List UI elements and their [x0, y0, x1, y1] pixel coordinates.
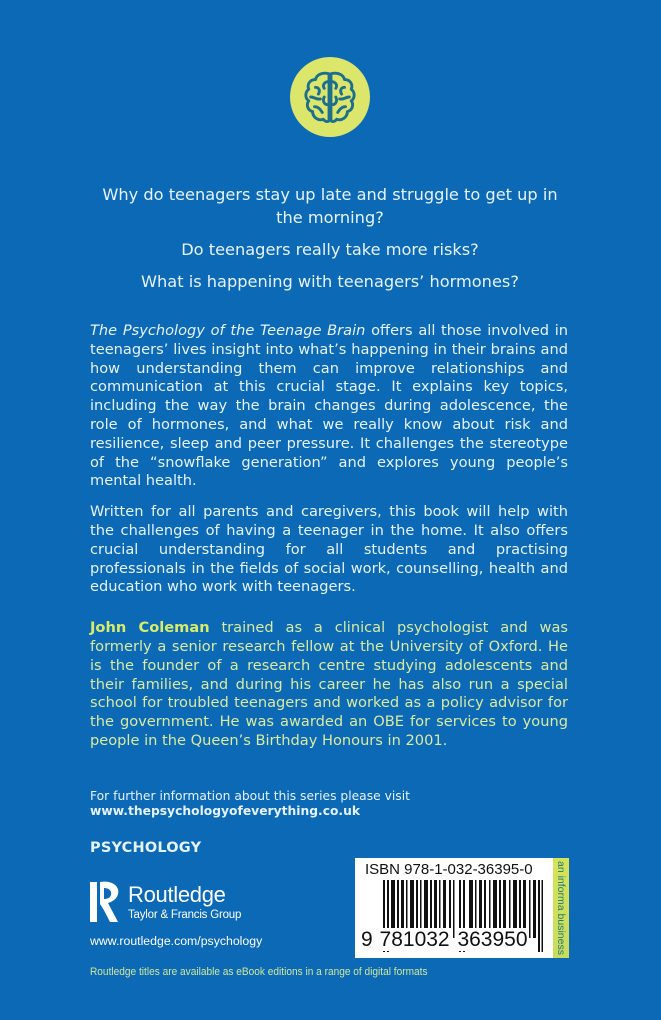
publisher-block — [90, 880, 350, 950]
publisher-url[interactable]: www.routledge.com/psychology — [90, 934, 263, 948]
question-3: What is happening with teenagers’ hormones? — [141, 272, 519, 291]
informa-strip — [553, 858, 569, 958]
barcode-digit-group-2: 363950 — [457, 928, 528, 951]
author-bio-text: trained as a clinical psychologist and was formerly a senior research fellow at the University of Oxford. He is the founder of a research centre studying adolescents and their families, and during his career he has also run a special school for troubled teenagers and worked as a policy advisor for the government. He was awarded an OBE for services to young people in the Queen’s Birthday Honours in 2001. — [90, 619, 568, 749]
book-title: The Psychology of the Teenage Brain — [90, 322, 366, 339]
description-text: offers all those involved in teenagers’ lives insight into what’s happening in their brains and how understanding them can improve relationships and communication at this crucial stage. It explains key topics, including the way the brain changes during adolescence, the role of hormones, and what we really know about risk and resilience, sleep and peer pressure. It challenges the stereotype of the “snowflake generation” and explores young people’s mental health. — [90, 322, 568, 490]
author-name: John Coleman — [90, 619, 210, 637]
brain-icon — [301, 68, 359, 126]
informa-label: an informa business — [555, 861, 567, 955]
teaser-questions — [88, 183, 572, 302]
routledge-logo-icon — [90, 880, 122, 924]
question-2: Do teenagers really take more risks? — [181, 240, 479, 259]
barcode-digits — [361, 928, 529, 952]
blurb — [90, 322, 568, 763]
isbn-label: ISBN 978-1-032-36395-0 — [365, 861, 533, 878]
series-info — [90, 789, 410, 819]
publisher-name: Routledge — [128, 882, 226, 907]
isbn-barcode — [355, 858, 569, 958]
author-bio — [90, 619, 568, 751]
description-paragraph-2: Written for all parents and caregivers, this book will help with the challenges of having a teenager in the home. It also offers crucial understanding for all students and practising professionals in the fields of social work, counselling, health and education who work with teenagers. — [90, 503, 568, 596]
series-info-text: For further information about this series please visit — [90, 789, 410, 803]
barcode-digit-group-1: 781032 — [379, 928, 450, 951]
publisher-group: Taylor & Francis Group — [128, 909, 242, 921]
brain-badge — [290, 57, 370, 137]
question-1: Why do teenagers stay up late and struggle to get up in the morning? — [102, 185, 558, 227]
ebook-note: Routledge titles are available as eBook editions in a range of digital formats — [90, 966, 428, 978]
subject-category: PSYCHOLOGY — [90, 840, 202, 856]
description-paragraph-1 — [90, 322, 568, 491]
series-url[interactable]: www.thepsychologyofeverything.co.uk — [90, 804, 361, 818]
barcode-digit-lead: 9 — [361, 928, 373, 951]
